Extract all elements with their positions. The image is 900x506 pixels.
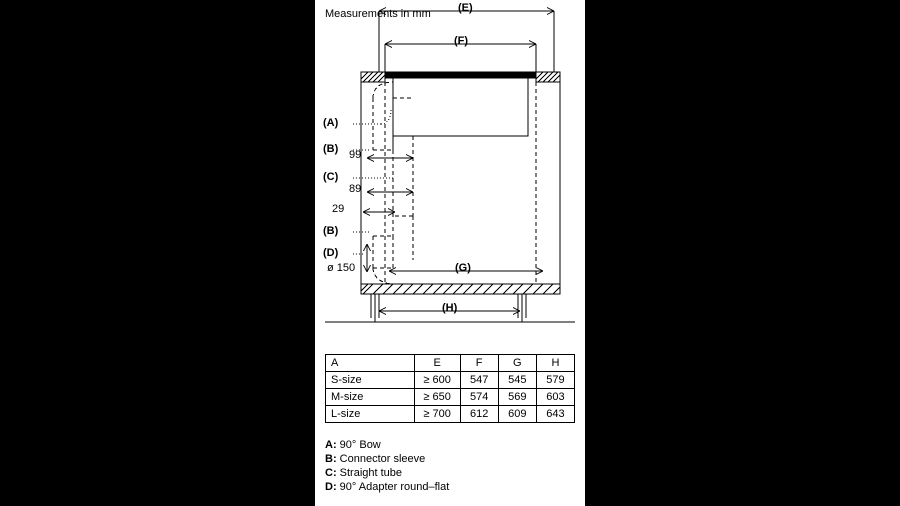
col-header-E: E — [414, 355, 460, 372]
col-header-G: G — [498, 355, 536, 372]
legend-item-A — [325, 438, 449, 452]
col-header-A: A — [326, 355, 415, 372]
spec-table — [325, 354, 575, 423]
cell-H: 603 — [536, 389, 574, 406]
legend-key-A: A: — [325, 439, 337, 451]
cell-F: 574 — [460, 389, 498, 406]
table-row — [326, 389, 575, 406]
row-size: L-size — [326, 406, 415, 423]
table-row — [326, 372, 575, 389]
row-size: S-size — [326, 372, 415, 389]
callout-A: (A) — [323, 117, 339, 129]
callout-C: (C) — [323, 171, 339, 183]
cell-F: 547 — [460, 372, 498, 389]
col-header-H: H — [536, 355, 574, 372]
legend-key-B: B: — [325, 453, 337, 465]
dimension-29: 29 — [332, 203, 345, 215]
legend-item-D — [325, 480, 449, 494]
diagram-sheet — [315, 0, 585, 506]
cell-G: 569 — [498, 389, 536, 406]
cell-G: 609 — [498, 406, 536, 423]
cell-E: ≥ 700 — [414, 406, 460, 423]
cell-F: 612 — [460, 406, 498, 423]
cell-H: 579 — [536, 372, 574, 389]
cell-E: ≥ 650 — [414, 389, 460, 406]
legend — [325, 438, 449, 494]
dimension-99: 99 — [349, 149, 362, 161]
callout-B-upper: (B) — [323, 143, 339, 155]
cell-E: ≥ 600 — [414, 372, 460, 389]
table-header-row — [326, 355, 575, 372]
cell-H: 643 — [536, 406, 574, 423]
legend-text-D: 90° Adapter round–flat — [336, 481, 450, 493]
units-note: Measurements in mm — [325, 8, 431, 20]
legend-key-C: C: — [325, 467, 337, 479]
callout-B-lower: (B) — [323, 225, 339, 237]
legend-item-C — [325, 466, 449, 480]
callout-D: (D) — [323, 247, 339, 259]
callout-F: (F) — [454, 35, 469, 47]
callout-H: (H) — [442, 302, 458, 314]
cell-G: 545 — [498, 372, 536, 389]
callout-E: (E) — [458, 2, 473, 14]
technical-drawing — [315, 0, 585, 506]
dimension-diameter-150: ø 150 — [327, 262, 356, 274]
col-header-F: F — [460, 355, 498, 372]
row-size: M-size — [326, 389, 415, 406]
legend-item-B — [325, 452, 449, 466]
legend-text-A: 90° Bow — [336, 439, 381, 451]
callout-G: (G) — [455, 262, 471, 274]
legend-text-C: Straight tube — [336, 467, 403, 479]
legend-text-B: Connector sleeve — [336, 453, 426, 465]
legend-key-D: D: — [325, 481, 337, 493]
table-row — [326, 406, 575, 423]
dimension-89: 89 — [349, 183, 362, 195]
